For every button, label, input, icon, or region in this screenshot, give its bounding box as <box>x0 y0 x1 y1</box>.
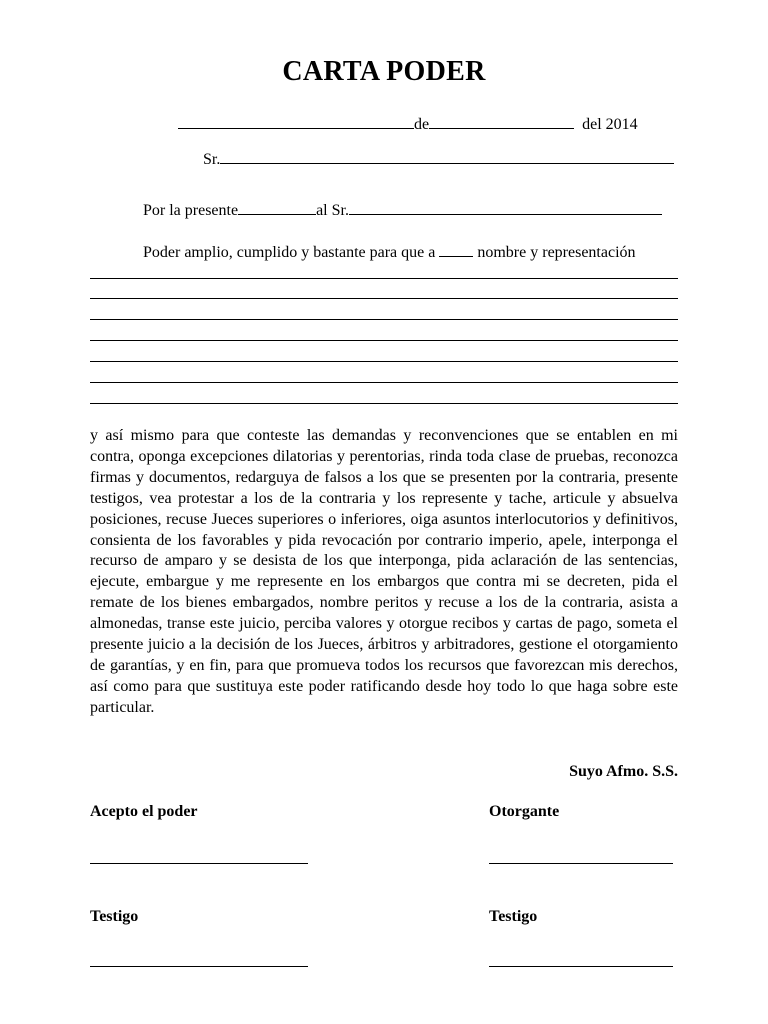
testigo-right-label: Testigo <box>489 908 538 925</box>
otorgante-signature-line[interactable] <box>489 863 673 864</box>
date-line <box>178 114 638 134</box>
blank-line[interactable] <box>90 382 678 383</box>
blank-line[interactable] <box>90 403 678 404</box>
recipient-blank[interactable] <box>220 149 674 164</box>
blank-line[interactable] <box>90 340 678 341</box>
blank-line[interactable] <box>90 278 678 279</box>
year-label: del 2014 <box>582 116 638 133</box>
testigo-right-signature-line[interactable] <box>489 966 673 967</box>
sr-label: Sr. <box>203 151 221 168</box>
representacion-label: nombre y representación <box>477 244 636 261</box>
body-paragraph: y así mismo para que conteste las demandas y reconvenciones que se entablen en mi contra, oponga excepciones dilatorias y perentorias, rinda toda clase de pruebas, reconozca firmas y documentos, redarguya de falsos a los que se presenten por la contraria, presente testigos, vea protestar a los de la contraria y los represente y tache, articule y absuelva posiciones, recuse Jueces superiores o inferiores, oiga asuntos interlocutorios y definitivos, consienta de los favorables y pida revocación por contrario imperio, apele, interponga el recurso de amparo y se desista de los que interponga, pida aclaración de las sentencias, ejecute, embargue y me represente en los embargos que contra mi se decreten, pida el remate de los bienes embargados, nombre peritos y recuse a los de la contraria, asista a almonedas, transe este juicio, perciba valores y otorgue recibos y cartas de pago, someta el presente juicio a la decisión de los Jueces, árbitros y arbitradores, gestione el otorgamiento de garantías, y en fin, para que promueva todos los recursos que favorezcan mis derechos, así como para que sustituya este poder ratificando desde hoy todo lo que haga sobre este particular. <box>90 427 678 716</box>
place-blank[interactable] <box>178 114 414 129</box>
blank-line[interactable] <box>90 319 678 320</box>
recipient-line <box>203 149 674 169</box>
presente-line <box>143 200 662 220</box>
blank-line[interactable] <box>90 298 678 299</box>
presente-label: Por la presente <box>143 202 239 219</box>
acepto-signature-line[interactable] <box>90 863 308 864</box>
testigo-left-label: Testigo <box>90 908 139 925</box>
name-blank[interactable] <box>439 242 473 257</box>
otorgante-label: Otorgante <box>489 803 560 820</box>
blank-line[interactable] <box>90 361 678 362</box>
page-title: CARTA PODER <box>282 56 486 87</box>
testigo-left-signature-line[interactable] <box>90 966 308 967</box>
date-blank[interactable] <box>429 114 574 129</box>
grantor-blank[interactable] <box>238 200 316 215</box>
poder-label: Poder amplio, cumplido y bastante para que a <box>143 244 436 261</box>
acepto-label: Acepto el poder <box>90 803 198 820</box>
al-sr-label: al Sr. <box>316 202 349 219</box>
closing-text: Suyo Afmo. S.S. <box>569 763 678 780</box>
grantee-blank[interactable] <box>349 200 662 215</box>
date-de-label: de <box>414 116 430 133</box>
poder-line <box>143 242 636 262</box>
